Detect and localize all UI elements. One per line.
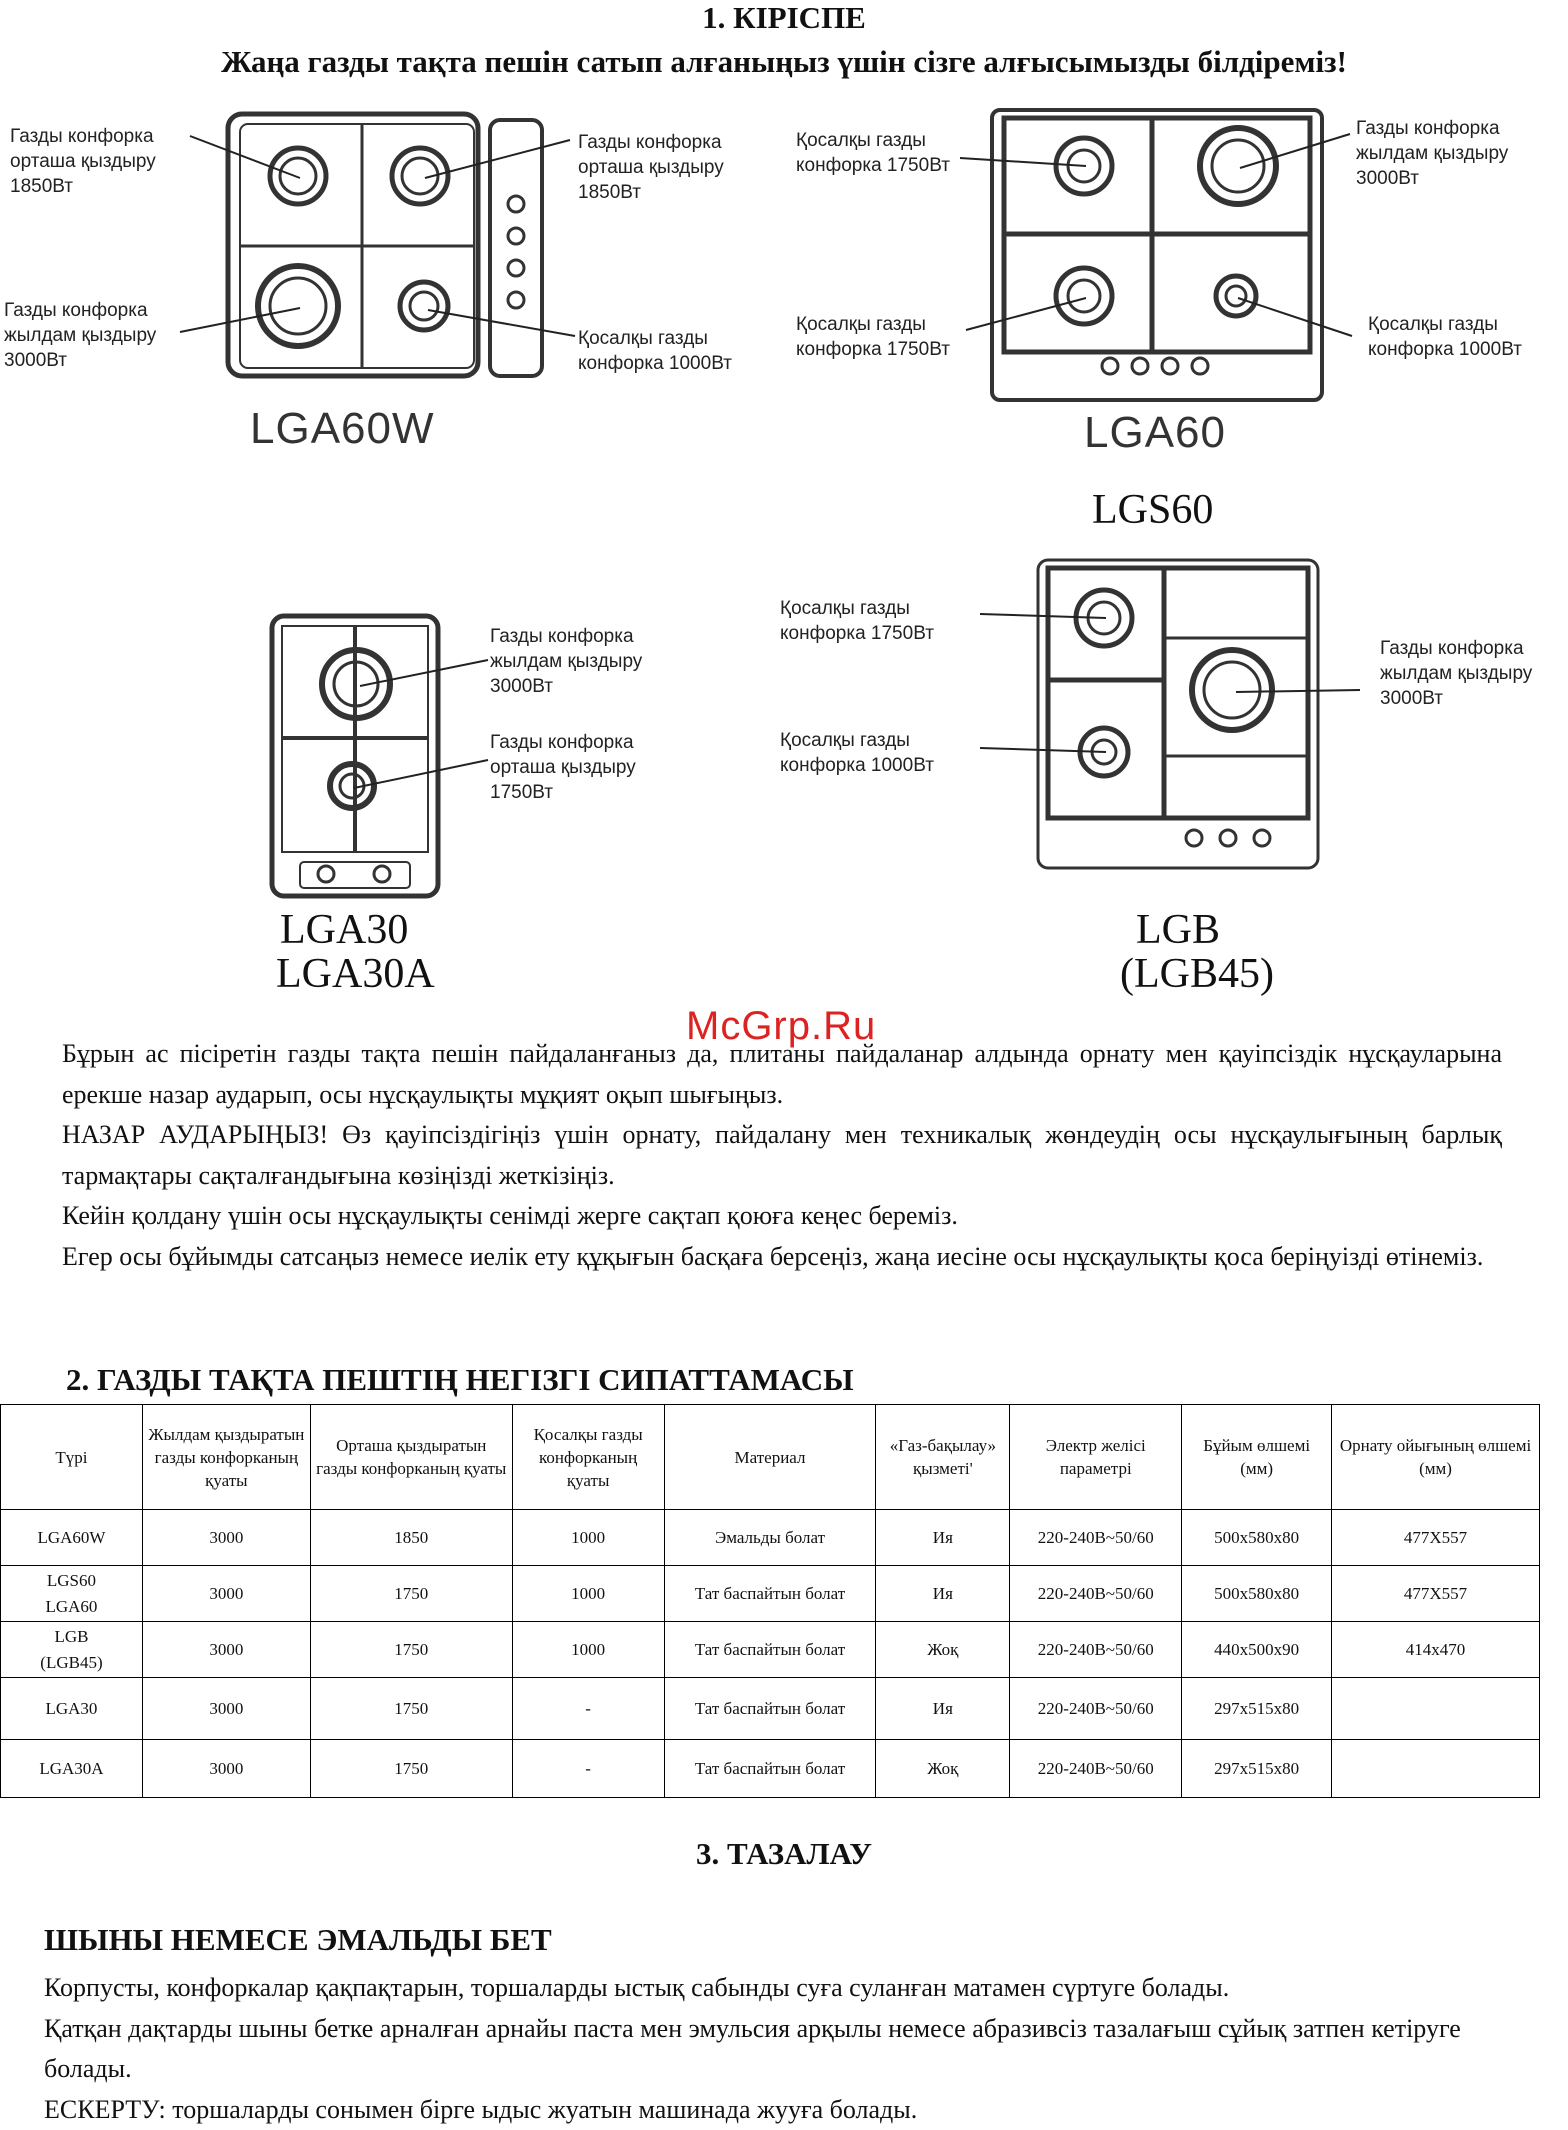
lgs60-model: LGS60 [1092,486,1213,534]
lga60w-label-4: Қосалқы газды конфорка 1000Вт [578,326,758,376]
table-cell: 500х580х80 [1182,1510,1332,1566]
table-cell: 3000 [142,1622,310,1678]
section3-title: 3. ТАЗАЛАУ [0,1836,1568,1872]
header-cell: Орташа қыздыратын газды конфорканың қуаты [310,1405,512,1510]
table-row [1,1566,1540,1622]
table-cell: Эмальды болат [664,1510,876,1566]
lgb45-model: (LGB45) [1120,950,1274,998]
lga30a-model: LGA30A [276,950,435,998]
lga60-model: LGA60 [1084,408,1226,458]
header-cell: Материал [664,1405,876,1510]
header-cell: Қосалқы газды конфорканың қуаты [512,1405,664,1510]
header-cell: Түрі [1,1405,143,1510]
lga30-label-2: Газды конфорка орташа қыздыру 1750Вт [490,730,690,805]
table-cell: 414х470 [1332,1622,1540,1678]
lga30-model: LGA30 [280,906,408,954]
table-cell: 1750 [310,1740,512,1798]
table-cell: 220-240В~50/60 [1010,1622,1182,1678]
lgb-label-3: Қосалқы газды конфорка 1000Вт [780,728,960,778]
lga60-label-3: Қосалқы газды конфорка 1750Вт [796,312,976,362]
lgb-diagram [980,556,1360,876]
table-row [1,1510,1540,1566]
section3-line: Корпусты, конфоркалар қақпақтарын, торшаларды ыстық сабынды суға суланған матамен сүртуге болады. [44,1968,1544,2009]
table-cell: LGA30A [1,1740,143,1798]
table-cell: 477Х557 [1332,1566,1540,1622]
table-cell: Жоқ [876,1622,1010,1678]
table-cell: 1750 [310,1566,512,1622]
section1-title: 1. КІРІСПЕ [0,0,1568,36]
table-cell: 1750 [310,1622,512,1678]
section2-title: 2. ГАЗДЫ ТАҚТА ПЕШТІҢ НЕГІЗГІ СИПАТТАМАСЫ [66,1362,854,1398]
table-row [1,1622,1540,1678]
table-cell: 1850 [310,1510,512,1566]
intro-paragraph: Егер осы бұйымды сатсаңыз немесе иелік ету құқығын басқаға берсеңіз, жаңа иесіне осы нұсқаулықты қоса беріңуізді өтінеміз. [62,1237,1502,1278]
table-header-row [1,1405,1540,1510]
table-cell [1332,1740,1540,1798]
header-cell: Жылдам қыздыратын газды конфорканың қуаты [142,1405,310,1510]
lga60w-model: LGA60W [250,404,435,454]
table-cell: Тат баспайтын болат [664,1622,876,1678]
watermark: McGrp.Ru [686,1004,876,1049]
table-cell: Тат баспайтын болат [664,1566,876,1622]
table-cell: 297х515х80 [1182,1740,1332,1798]
table-cell: LGS60 LGA60 [1,1566,143,1622]
lga60w-label-1: Газды конфорка орташа қыздыру 1850Вт [10,124,185,199]
table-cell: - [512,1740,664,1798]
table-cell: Жоқ [876,1740,1010,1798]
table-cell: 500х580х80 [1182,1566,1332,1622]
table-cell: 3000 [142,1678,310,1740]
intro-paragraph: Кейін қолдану үшін осы нұсқаулықты сенімді жерге сақтап қоюға кеңес береміз. [62,1196,1502,1237]
intro-paragraph: НАЗАР АУДАРЫҢЫЗ! Өз қауіпсіздігіңіз үшін орнату, пайдалану мен техникалық жөндеудің осы нұсқаулығының барлық тармақтары сақталғандығына көзіңізді жеткізіңіз. [62,1115,1502,1196]
lga60-label-4: Қосалқы газды конфорка 1000Вт [1368,312,1548,362]
table-cell: 220-240В~50/60 [1010,1566,1182,1622]
intro-text [62,1034,1502,1277]
table-cell: 1750 [310,1678,512,1740]
header-cell: Орнату ойығының өлшемі (мм) [1332,1405,1540,1510]
table-cell: Тат баспайтын болат [664,1678,876,1740]
table-cell: 220-240В~50/60 [1010,1740,1182,1798]
section3-text [44,1968,1544,2130]
lgb-model: LGB [1136,906,1220,954]
header-cell: Бұйым өлшемі (мм) [1182,1405,1332,1510]
table-cell: 220-240В~50/60 [1010,1678,1182,1740]
lga60w-label-2: Газды конфорка орташа қыздыру 1850Вт [578,130,758,205]
table-cell: 297х515х80 [1182,1678,1332,1740]
table-cell: LGA30 [1,1678,143,1740]
table-cell: Ия [876,1678,1010,1740]
table-cell: 477Х557 [1332,1510,1540,1566]
section3-subtitle: ШЫНЫ НЕМЕСЕ ЭМАЛЬДЫ БЕТ [44,1922,552,1958]
table-cell: 3000 [142,1740,310,1798]
table-cell: - [512,1678,664,1740]
section3-line: ЕСКЕРТУ: торшаларды сонымен бірге ыдыс жуатын машинада жууға болады. [44,2090,1544,2130]
header-cell: Электр желісі параметрі [1010,1405,1182,1510]
table-cell: 1000 [512,1510,664,1566]
table-cell: 3000 [142,1510,310,1566]
lga60w-label-3: Газды конфорка жылдам қыздыру 3000Вт [4,298,182,373]
table-cell: 3000 [142,1566,310,1622]
lgb-label-1: Қосалқы газды конфорка 1750Вт [780,596,960,646]
table-cell: LGB (LGB45) [1,1622,143,1678]
table-cell: Ия [876,1510,1010,1566]
table-cell: 220-240В~50/60 [1010,1510,1182,1566]
table-cell: 1000 [512,1566,664,1622]
lga30-label-1: Газды конфорка жылдам қыздыру 3000Вт [490,624,690,699]
table-cell: LGA60W [1,1510,143,1566]
lga60-label-1: Қосалқы газды конфорка 1750Вт [796,128,976,178]
table-cell [1332,1678,1540,1740]
table-cell: 440х500х90 [1182,1622,1332,1678]
intro-paragraph: Бұрын ас пісіретін газды тақта пешін пайдаланғаныз да, плитаны пайдаланар алдында орнату мен қауіпсіздік нұсқауларына ерекше назар аударып, осы нұсқаулықты мұқият оқып шығыңыз. [62,1034,1502,1115]
header-cell: «Газ-бақылау» қызметі' [876,1405,1010,1510]
section3-line: Қатқан дақтарды шыны бетке арналған арнайы паста мен эмульсия арқылы немесе абразивсіз тазалағыш сұйық затпен кетіруге болады. [44,2009,1544,2090]
table-row [1,1740,1540,1798]
table-cell: 1000 [512,1622,664,1678]
section1-subtitle: Жаңа газды тақта пешін сатып алғаныңыз үшін сізге алғысымызды білдіреміз! [0,44,1568,80]
table-cell: Ия [876,1566,1010,1622]
spec-table [0,1404,1540,1798]
table-cell: Тат баспайтын болат [664,1740,876,1798]
table-row [1,1678,1540,1740]
lga60-label-2: Газды конфорка жылдам қыздыру 3000Вт [1356,116,1536,191]
lgb-label-2: Газды конфорка жылдам қыздыру 3000Вт [1380,636,1560,711]
